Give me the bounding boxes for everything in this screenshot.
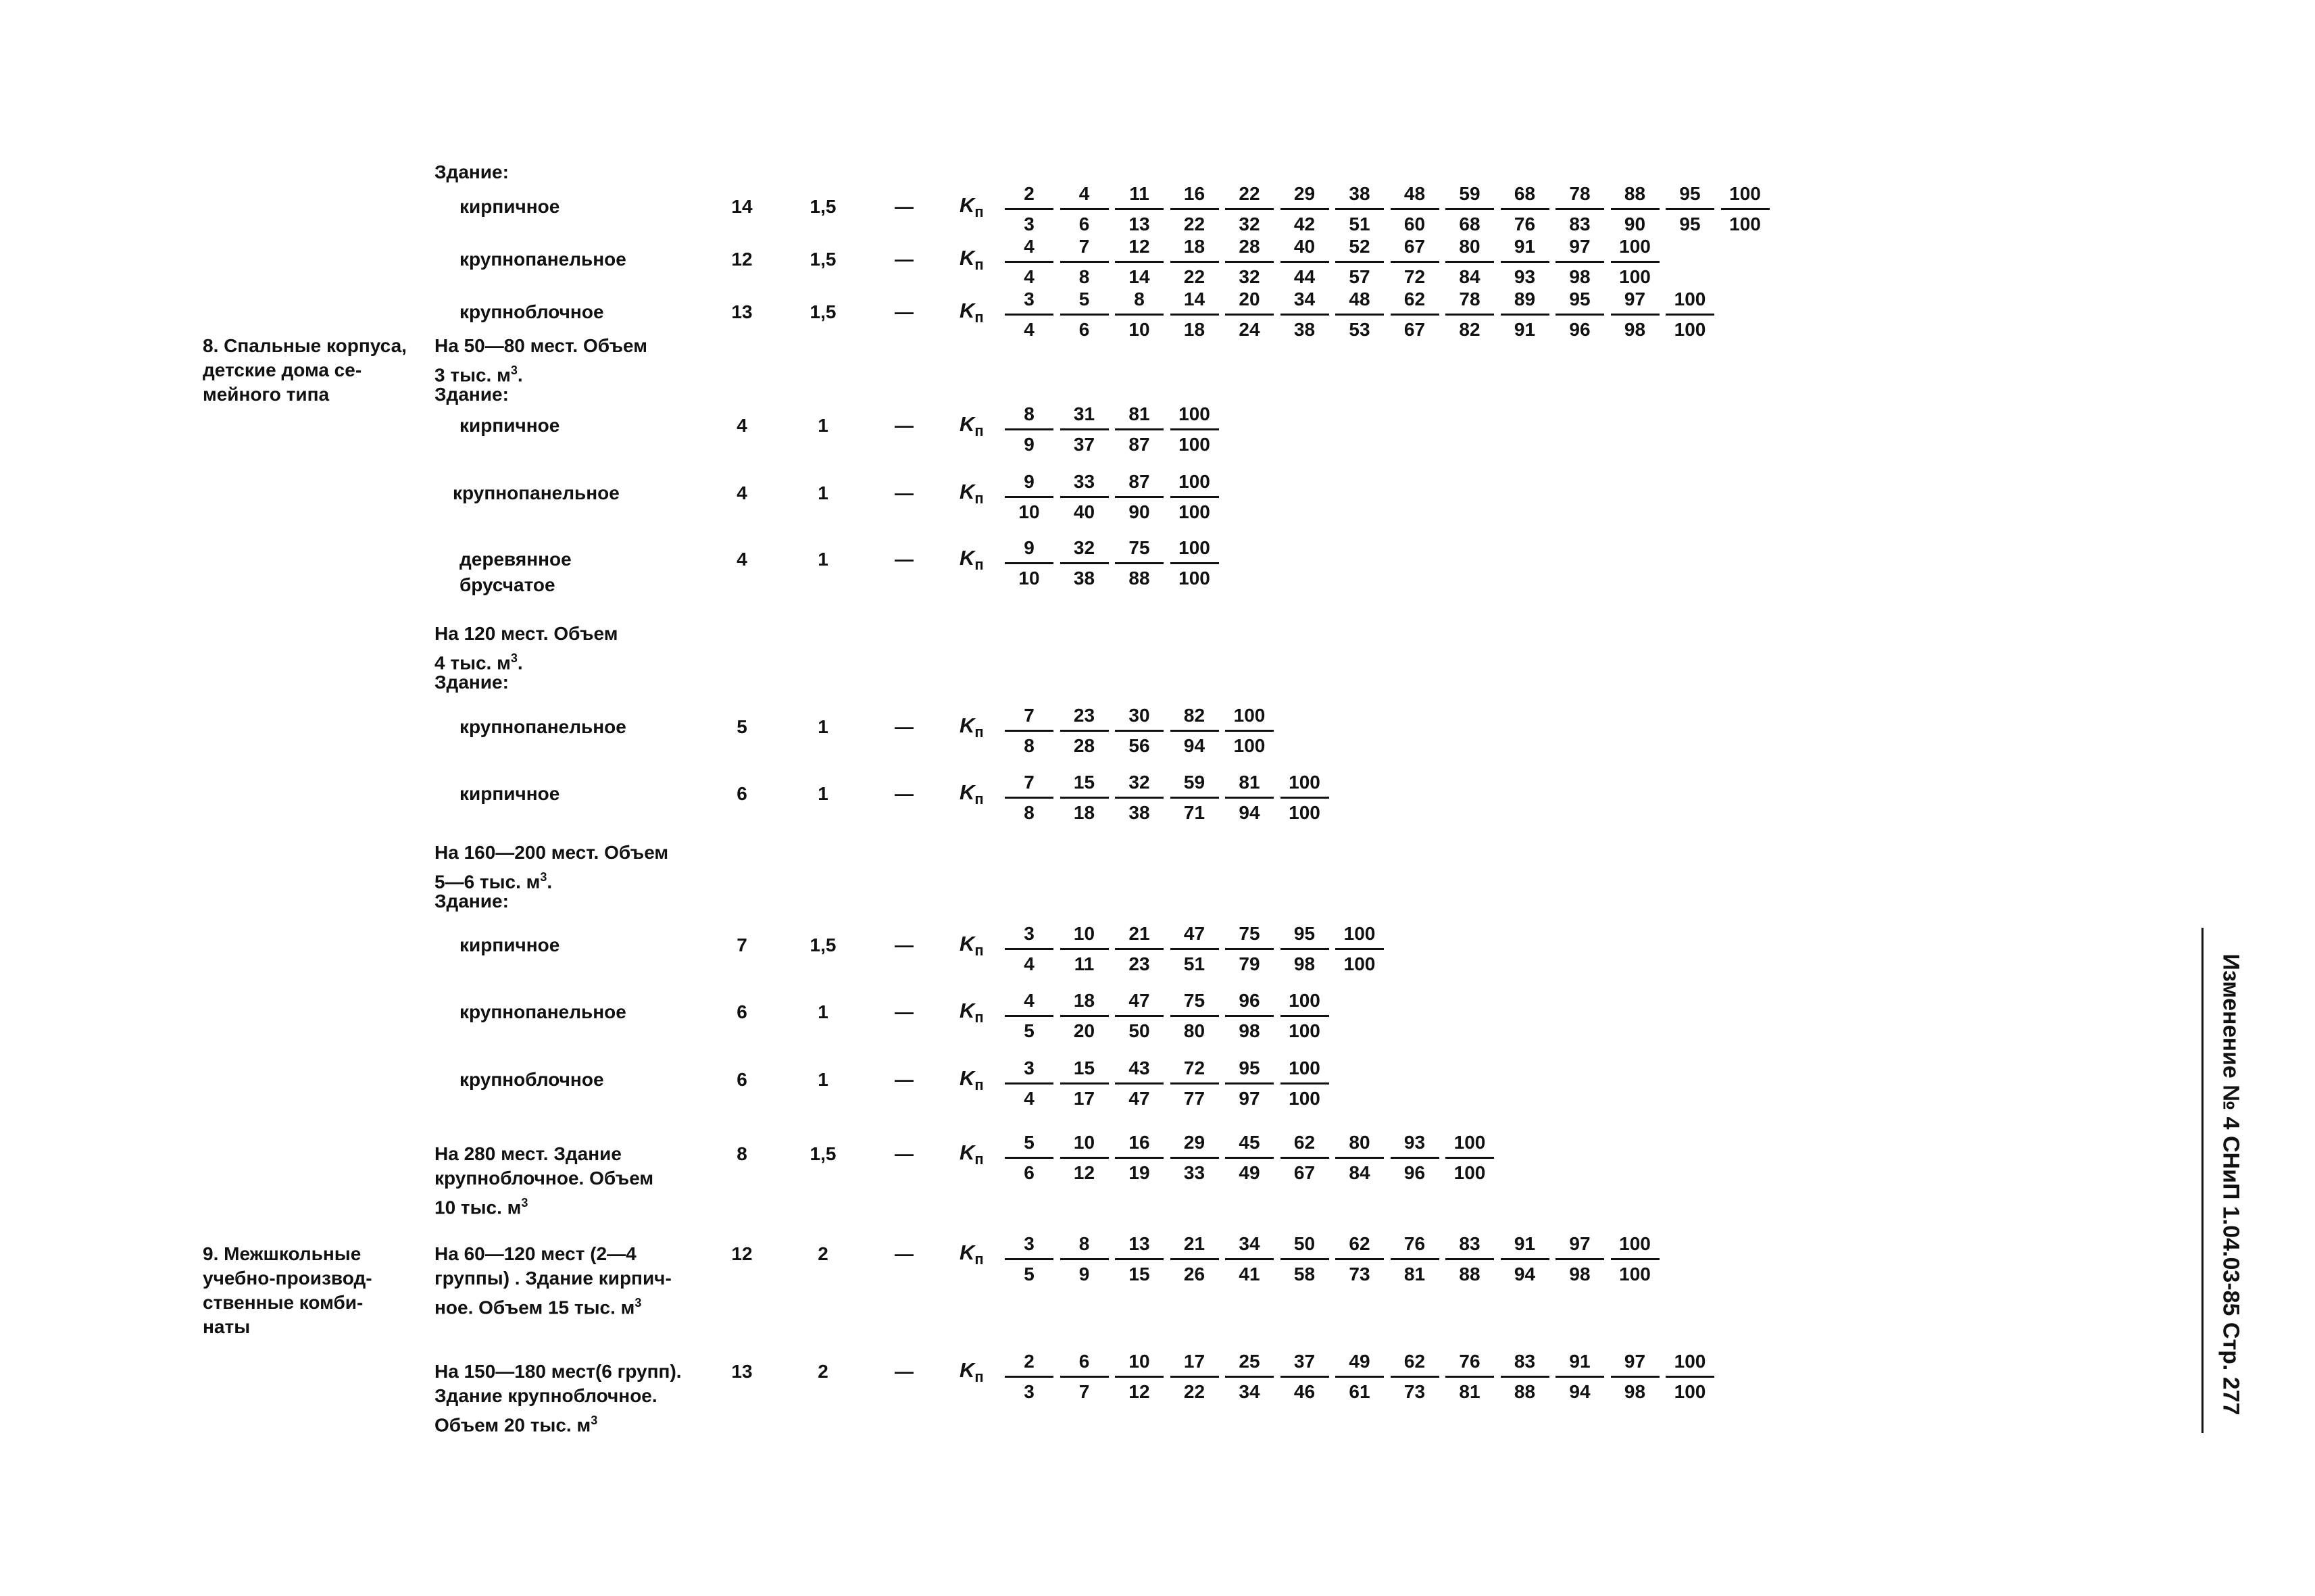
column-a-value: 6 [737, 1001, 747, 1022]
section-8-group-2: 4 тыс. $м^3$. [434, 651, 523, 674]
fraction-value: $\frac{21}{23}$ [1115, 921, 1164, 977]
building-type: кирпичное [459, 783, 560, 804]
fraction-value: $\frac{47}{51}$ [1170, 921, 1219, 977]
section-8-group-1: На 50—80 мест. Объем [434, 335, 647, 356]
fraction-value: $\frac{62}{67}$ [1280, 1130, 1329, 1186]
column-b-value: 1 [818, 549, 828, 570]
column-c-value: — [895, 1243, 914, 1264]
column-b-value: 1,5 [810, 249, 837, 270]
fraction-value: $\frac{25}{34}$ [1225, 1349, 1274, 1405]
column-c-value: — [895, 301, 914, 322]
fraction-value: $\frac{4}{6}$ [1060, 181, 1109, 237]
fraction-value: $\frac{68}{76}$ [1501, 181, 1549, 237]
fraction-value: $\frac{97}{98}$ [1555, 234, 1604, 290]
column-c-value: — [895, 196, 914, 217]
fraction-value: $\frac{15}{18}$ [1060, 770, 1109, 826]
fraction-value: $\frac{81}{87}$ [1115, 401, 1164, 457]
fraction-value: $\frac{34}{38}$ [1280, 286, 1329, 343]
fraction-value: $\frac{7}{8}$ [1060, 234, 1109, 290]
fraction-value: $\frac{9}{10}$ [1005, 469, 1053, 525]
fraction-value: $\frac{40}{44}$ [1280, 234, 1329, 290]
fraction-value: $\frac{10}{12}$ [1115, 1349, 1164, 1405]
section-8-group-3: На 160—200 мест. Объем [434, 842, 669, 863]
column-b-value: 1,5 [810, 934, 837, 955]
fraction-value: $\frac{62}{67}$ [1391, 286, 1439, 343]
fraction-value: $\frac{14}{18}$ [1170, 286, 1219, 343]
kp-coefficient-label: $K_п$ [960, 999, 984, 1026]
building-label: Здание: [434, 161, 509, 182]
fraction-value: $\frac{22}{32}$ [1225, 181, 1274, 237]
fraction-value: $\frac{20}{24}$ [1225, 286, 1274, 343]
fraction-value: $\frac{93}{96}$ [1391, 1130, 1439, 1186]
side-caption-text: Изменение № 4 СНиП 1.04.03-85 Стр. 277 [2218, 953, 2244, 1416]
fraction-value: $\frac{3}{5}$ [1005, 1231, 1053, 1287]
fraction-value: $\frac{95}{97}$ [1225, 1055, 1274, 1112]
column-c-value: — [895, 1361, 914, 1382]
column-c-value: — [895, 249, 914, 270]
column-c-value: — [895, 549, 914, 570]
section-9-title: 9. Межшкольные [203, 1243, 362, 1264]
fraction-value: $\frac{97}{98}$ [1555, 1231, 1604, 1287]
fraction-value: $\frac{18}{20}$ [1060, 988, 1109, 1044]
section-8-title: 8. Спальные корпуса, [203, 335, 407, 356]
fraction-value: $\frac{91}{94}$ [1555, 1349, 1604, 1405]
column-a-value: 4 [737, 549, 747, 570]
fraction-value: $\frac{62}{73}$ [1335, 1231, 1384, 1287]
fraction-value: $\frac{100}{100}$ [1170, 469, 1219, 525]
fraction-value: $\frac{45}{49}$ [1225, 1130, 1274, 1186]
fraction-value: $\frac{28}{32}$ [1225, 234, 1274, 290]
fraction-value: $\frac{100}{100}$ [1280, 770, 1329, 826]
column-c-value: — [895, 1143, 914, 1164]
fraction-value: $\frac{59}{71}$ [1170, 770, 1219, 826]
building-type: брусчатое [459, 574, 555, 595]
fraction-value: $\frac{48}{60}$ [1391, 181, 1439, 237]
fraction-value: $\frac{76}{81}$ [1391, 1231, 1439, 1287]
section-9-group-1: группы) . Здание кирпич- [434, 1268, 672, 1289]
fraction-value: $\frac{87}{90}$ [1115, 469, 1164, 525]
section-8-group-1: 3 тыс. $м^3$. [434, 364, 523, 386]
fraction-value: $\frac{17}{22}$ [1170, 1349, 1219, 1405]
building-type: крупноблочное [459, 1069, 604, 1090]
column-c-value: — [895, 934, 914, 955]
fraction-value: $\frac{16}{22}$ [1170, 181, 1219, 237]
fraction-value: $\frac{96}{98}$ [1225, 988, 1274, 1044]
section-8-group-3: 5—6 тыс. $м^3$. [434, 870, 553, 893]
fraction-value: $\frac{43}{47}$ [1115, 1055, 1164, 1112]
column-b-value: 1 [818, 783, 828, 804]
fraction-value: $\frac{23}{28}$ [1060, 703, 1109, 759]
fraction-value: $\frac{48}{53}$ [1335, 286, 1384, 343]
kp-coefficient-label: $K_п$ [960, 299, 984, 326]
fraction-value: $\frac{9}{10}$ [1005, 535, 1053, 591]
fraction-value: $\frac{80}{84}$ [1335, 1130, 1384, 1186]
fraction-value: $\frac{78}{83}$ [1555, 181, 1604, 237]
column-b-value: 1 [818, 415, 828, 436]
column-a-value: 7 [737, 934, 747, 955]
column-b-value: 1 [818, 482, 828, 503]
fraction-value: $\frac{80}{84}$ [1445, 234, 1494, 290]
fraction-value: $\frac{91}{94}$ [1501, 1231, 1549, 1287]
fraction-value: $\frac{6}{7}$ [1060, 1349, 1109, 1405]
fraction-value: $\frac{8}{9}$ [1005, 401, 1053, 457]
fraction-value: $\frac{75}{80}$ [1170, 988, 1219, 1044]
column-b-value: 2 [818, 1361, 828, 1382]
fraction-value: $\frac{2}{3}$ [1005, 181, 1053, 237]
fraction-value: $\frac{3}{4}$ [1005, 1055, 1053, 1112]
fraction-value: $\frac{4}{5}$ [1005, 988, 1053, 1044]
fraction-value: $\frac{62}{73}$ [1391, 1349, 1439, 1405]
section-8-title: детские дома се- [203, 359, 362, 380]
kp-coefficient-label: $K_п$ [960, 1141, 984, 1168]
fraction-value: $\frac{16}{19}$ [1115, 1130, 1164, 1186]
column-b-value: 1 [818, 1069, 828, 1090]
fraction-value: $\frac{88}{90}$ [1611, 181, 1660, 237]
column-a-value: 5 [737, 716, 747, 737]
fraction-value: $\frac{100}{100}$ [1280, 1055, 1329, 1112]
fraction-value: $\frac{2}{3}$ [1005, 1349, 1053, 1405]
fraction-value: $\frac{91}{93}$ [1501, 234, 1549, 290]
fraction-value: $\frac{100}{100}$ [1170, 401, 1219, 457]
fraction-value: $\frac{76}{81}$ [1445, 1349, 1494, 1405]
building-type: крупнопанельное [459, 716, 626, 737]
fraction-value: $\frac{78}{82}$ [1445, 286, 1494, 343]
section-8-group-2: На 120 мест. Объем [434, 623, 618, 644]
fraction-value: $\frac{32}{38}$ [1115, 770, 1164, 826]
kp-coefficient-label: $K_п$ [960, 1358, 984, 1386]
column-b-value: 2 [818, 1243, 828, 1264]
fraction-value: $\frac{100}{100}$ [1666, 286, 1714, 343]
column-c-value: — [895, 716, 914, 737]
fraction-value: $\frac{34}{41}$ [1225, 1231, 1274, 1287]
building-type: деревянное [459, 549, 572, 570]
column-c-value: — [895, 482, 914, 503]
section-9-group-2: Здание крупноблочное. [434, 1385, 657, 1406]
fraction-value: $\frac{10}{12}$ [1060, 1130, 1109, 1186]
building-type: кирпичное [459, 415, 560, 436]
fraction-value: $\frac{8}{10}$ [1115, 286, 1164, 343]
column-a-value: 13 [731, 301, 753, 322]
column-b-value: 1 [818, 716, 828, 737]
fraction-value: $\frac{3}{4}$ [1005, 921, 1053, 977]
column-b-value: 1,5 [810, 301, 837, 322]
section-9-group-2: На 150—180 мест(6 групп). [434, 1361, 682, 1382]
fraction-value: $\frac{100}{100}$ [1721, 181, 1770, 237]
kp-coefficient-label: $K_п$ [960, 780, 984, 808]
section-8-title: мейного типа [203, 384, 330, 405]
fraction-value: $\frac{83}{88}$ [1501, 1349, 1549, 1405]
column-c-value: — [895, 1001, 914, 1022]
section-9-group-1: На 60—120 мест (2—4 [434, 1243, 637, 1264]
fraction-value: $\frac{7}{8}$ [1005, 770, 1053, 826]
building-type: крупнопанельное [459, 1001, 626, 1022]
fraction-value: $\frac{5}{6}$ [1005, 1130, 1053, 1186]
column-a-value: 8 [737, 1143, 747, 1164]
kp-coefficient-label: $K_п$ [960, 480, 984, 507]
fraction-value: $\frac{75}{79}$ [1225, 921, 1274, 977]
side-caption [2215, 928, 2246, 1441]
section-9-title: учебно-производ- [203, 1268, 372, 1289]
kp-coefficient-label: $K_п$ [960, 246, 984, 274]
column-b-value: 1 [818, 1001, 828, 1022]
section-8-group-4: 10 тыс. $м^3$ [434, 1196, 528, 1218]
fraction-value: $\frac{95}{95}$ [1666, 181, 1714, 237]
fraction-value: $\frac{49}{61}$ [1335, 1349, 1384, 1405]
fraction-value: $\frac{29}{33}$ [1170, 1130, 1219, 1186]
column-a-value: 4 [737, 415, 747, 436]
column-c-value: — [895, 1069, 914, 1090]
fraction-value: $\frac{3}{4}$ [1005, 286, 1053, 343]
fraction-value: $\frac{50}{58}$ [1280, 1231, 1329, 1287]
column-a-value: 13 [731, 1361, 753, 1382]
fraction-value: $\frac{75}{88}$ [1115, 535, 1164, 591]
section-8-group-4: На 280 мест. Здание [434, 1143, 622, 1164]
column-a-value: 6 [737, 1069, 747, 1090]
fraction-value: $\frac{52}{57}$ [1335, 234, 1384, 290]
fraction-value: $\frac{100}{100}$ [1170, 535, 1219, 591]
column-a-value: 4 [737, 482, 747, 503]
fraction-value: $\frac{59}{68}$ [1445, 181, 1494, 237]
building-type: кирпичное [459, 934, 560, 955]
fraction-value: $\frac{100}{100}$ [1225, 703, 1274, 759]
fraction-value: $\frac{8}{9}$ [1060, 1231, 1109, 1287]
column-b-value: 1,5 [810, 1143, 837, 1164]
building-type: кирпичное [459, 196, 560, 217]
fraction-value: $\frac{21}{26}$ [1170, 1231, 1219, 1287]
fraction-value: $\frac{100}{100}$ [1445, 1130, 1494, 1186]
fraction-value: $\frac{18}{22}$ [1170, 234, 1219, 290]
section-9-title: наты [203, 1316, 251, 1337]
kp-coefficient-label: $K_п$ [960, 193, 984, 221]
fraction-value: $\frac{30}{56}$ [1115, 703, 1164, 759]
fraction-value: $\frac{97}{98}$ [1611, 286, 1660, 343]
fraction-value: $\frac{32}{38}$ [1060, 535, 1109, 591]
fraction-value: $\frac{11}{13}$ [1115, 181, 1164, 237]
fraction-value: $\frac{81}{94}$ [1225, 770, 1274, 826]
fraction-value: $\frac{89}{91}$ [1501, 286, 1549, 343]
fraction-value: $\frac{12}{14}$ [1115, 234, 1164, 290]
fraction-value: $\frac{82}{94}$ [1170, 703, 1219, 759]
fraction-value: $\frac{10}{11}$ [1060, 921, 1109, 977]
fraction-value: $\frac{47}{50}$ [1115, 988, 1164, 1044]
column-a-value: 12 [731, 1243, 753, 1264]
fraction-value: $\frac{100}{100}$ [1611, 234, 1660, 290]
fraction-value: $\frac{15}{17}$ [1060, 1055, 1109, 1112]
fraction-value: $\frac{83}{88}$ [1445, 1231, 1494, 1287]
section-8-group-2: Здание: [434, 672, 509, 693]
fraction-value: $\frac{95}{96}$ [1555, 286, 1604, 343]
fraction-value: $\frac{100}{100}$ [1280, 988, 1329, 1044]
column-a-value: 6 [737, 783, 747, 804]
building-type: крупнопанельное [459, 249, 626, 270]
kp-coefficient-label: $K_п$ [960, 932, 984, 959]
column-a-value: 14 [731, 196, 753, 217]
kp-coefficient-label: $K_п$ [960, 546, 984, 574]
column-c-value: — [895, 783, 914, 804]
kp-coefficient-label: $K_п$ [960, 1241, 984, 1268]
building-type: крупнопанельное [453, 482, 620, 503]
fraction-value: $\frac{37}{46}$ [1280, 1349, 1329, 1405]
kp-coefficient-label: $K_п$ [960, 1066, 984, 1094]
fraction-value: $\frac{4}{4}$ [1005, 234, 1053, 290]
fraction-value: $\frac{5}{6}$ [1060, 286, 1109, 343]
section-8-group-4: крупноблочное. Объем [434, 1168, 654, 1189]
fraction-value: $\frac{72}{77}$ [1170, 1055, 1219, 1112]
fraction-value: $\frac{100}{100}$ [1666, 1349, 1714, 1405]
fraction-value: $\frac{33}{40}$ [1060, 469, 1109, 525]
section-8-group-1: Здание: [434, 384, 509, 405]
fraction-value: $\frac{95}{98}$ [1280, 921, 1329, 977]
fraction-value: $\frac{97}{98}$ [1611, 1349, 1660, 1405]
fraction-value: $\frac{13}{15}$ [1115, 1231, 1164, 1287]
fraction-value: $\frac{29}{42}$ [1280, 181, 1329, 237]
column-a-value: 12 [731, 249, 753, 270]
section-9-title: ственные комби- [203, 1292, 364, 1313]
column-b-value: 1,5 [810, 196, 837, 217]
building-type: крупноблочное [459, 301, 604, 322]
fraction-value: $\frac{31}{37}$ [1060, 401, 1109, 457]
fraction-value: $\frac{100}{100}$ [1335, 921, 1384, 977]
fraction-value: $\frac{100}{100}$ [1611, 1231, 1660, 1287]
fraction-value: $\frac{67}{72}$ [1391, 234, 1439, 290]
kp-coefficient-label: $K_п$ [960, 412, 984, 440]
side-caption-rule [2201, 928, 2204, 1433]
section-8-group-3: Здание: [434, 891, 509, 912]
section-9-group-1: ное. Объем 15 тыс. $м^3$ [434, 1296, 642, 1318]
section-9-group-2: Объем 20 тыс. $м^3$ [434, 1414, 598, 1436]
column-c-value: — [895, 415, 914, 436]
fraction-value: $\frac{38}{51}$ [1335, 181, 1384, 237]
fraction-value: $\frac{7}{8}$ [1005, 703, 1053, 759]
kp-coefficient-label: $K_п$ [960, 714, 984, 741]
